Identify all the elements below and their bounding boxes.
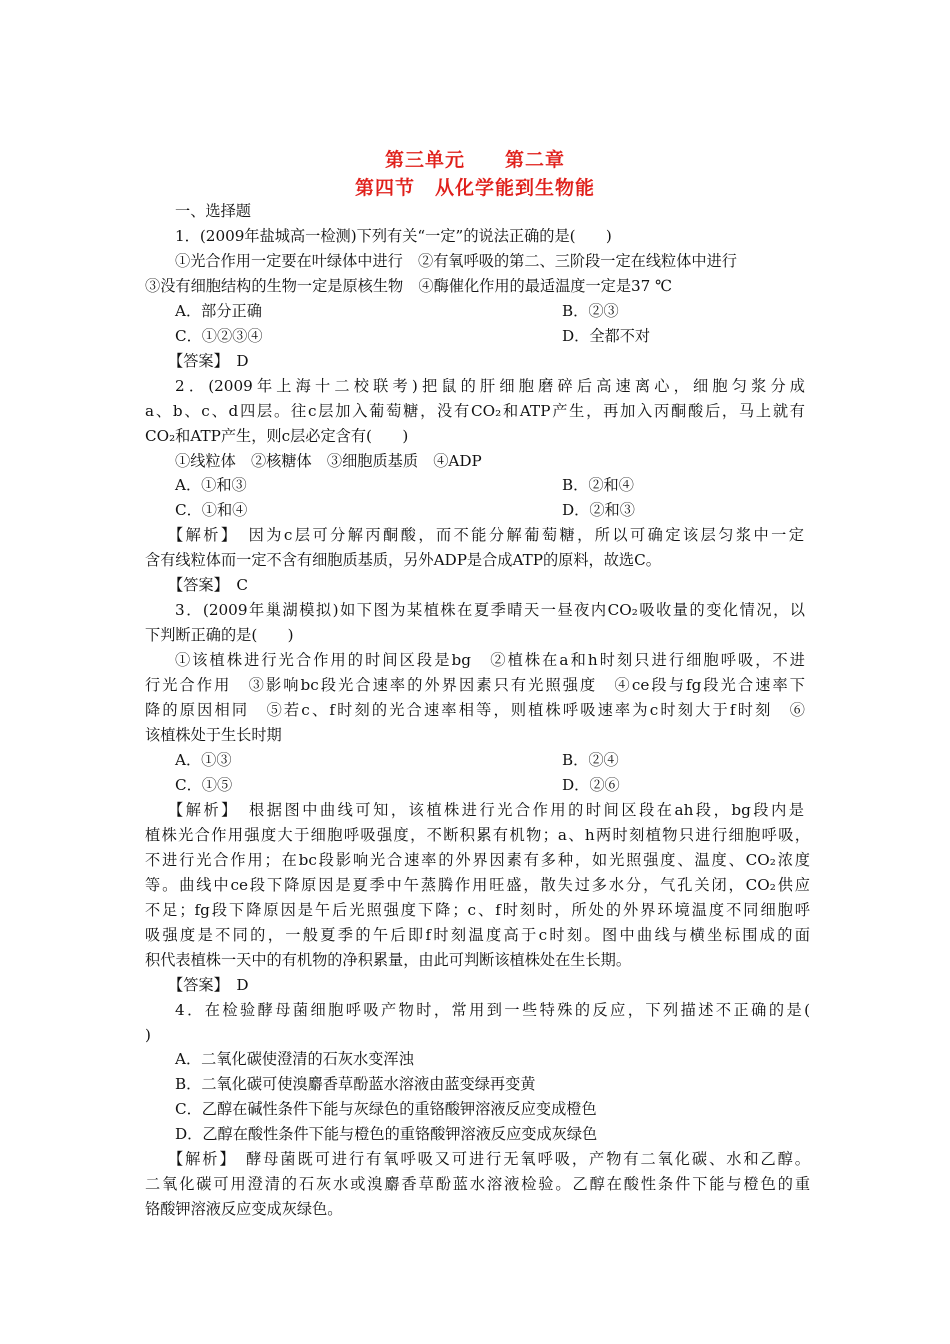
section-title: 第四节 从化学能到生物能 [354, 177, 595, 199]
q2-answer: 【答案】 C [168, 576, 248, 594]
q3-statement-line4: 该植株处于生长时期 [145, 726, 282, 744]
q3-statement-line3: 降的原因相同 ⑤若c、f时刻的光合速率相等，则植株呼吸速率为c时刻大于f时刻 ⑥ [145, 701, 805, 719]
q4-option-a: A．二氧化碳使澄清的石灰水变浑浊 [175, 1050, 414, 1068]
q3-statement-line1: ①该植株进行光合作用的时间区段是bg ②植株在a和h时刻只进行细胞呼吸，不进 [175, 651, 805, 669]
q1-option-d: D．全都不对 [562, 327, 651, 345]
q3-analysis-line7: 积代表植株一天中的有机物的净积累量，由此可判断该植株处在生长期。 [145, 951, 631, 969]
q2-stem-line3: CO₂和ATP产生，则c层必定含有( ) [145, 427, 409, 445]
q3-analysis-line2: 植株光合作用强度大于细胞呼吸强度，不断积累有机物；a、h两时刻植物只进行细胞呼吸， [145, 826, 810, 844]
q1-answer: 【答案】 D [168, 352, 249, 370]
q4-option-d: D．乙醇在酸性条件下能与橙色的重铬酸钾溶液反应变成灰绿色 [175, 1125, 598, 1143]
q3-answer: 【答案】 D [168, 976, 249, 994]
q2-option-c: C．①和④ [175, 501, 248, 519]
q3-analysis-line1: 【解析】 根据图中曲线可知，该植株进行光合作用的时间区段在ah段，bg段内是 [168, 801, 804, 819]
q3-analysis-line6: 吸强度是不同的，一般夏季的午后即f时刻温度高于c时刻。图中曲线与横坐标围成的面 [145, 926, 810, 944]
q4-analysis-line2: 二氧化碳可用澄清的石灰水或溴麝香草酚蓝水溶液检验。乙醇在酸性条件下能与橙色的重 [145, 1175, 810, 1193]
section-heading: 一、选择题 [175, 202, 251, 220]
q3-stem-line1: 3．(2009年巢湖模拟)如下图为某植株在夏季晴天一昼夜内CO₂吸收量的变化情况，以 [175, 601, 805, 619]
q4-analysis-line3: 铬酸钾溶液反应变成灰绿色。 [145, 1200, 343, 1218]
q1-option-b: B．②③ [562, 302, 619, 320]
q2-analysis-line1: 【解析】 因为c层可分解丙酮酸，而不能分解葡萄糖，所以可确定该层匀浆中一定 [168, 526, 804, 544]
q3-analysis-line4: 等。曲线中ce段下降原因是夏季中午蒸腾作用旺盛，散失过多水分，气孔关闭，CO₂供应 [145, 876, 810, 894]
q2-analysis-line2: 含有线粒体而一定不含有细胞质基质，另外ADP是合成ATP的原料，故选C。 [145, 551, 661, 569]
q3-analysis-line5: 不足；fg段下降原因是午后光照强度下降；c、f时刻时，所处的外界环境温度不同细胞呼 [145, 901, 810, 919]
q2-option-a: A．①和③ [175, 476, 247, 494]
q3-statement-line2: 行光合作用 ③影响bc段光合速率的外界因素只有光照强度 ④ce段与fg段光合速率下 [145, 676, 805, 694]
q2-items: ①线粒体 ②核糖体 ③细胞质基质 ④ADP [175, 452, 482, 470]
q3-analysis-line3: 不进行光合作用；在bc段影响光合速率的外界因素有多种，如光照强度、温度、CO₂浓度 [145, 851, 810, 869]
q1-statement-b: ③没有细胞结构的生物一定是原核生物 ④酶催化作用的最适温度一定是37 ℃ [145, 277, 673, 295]
q4-analysis-line1: 【解析】 酵母菌既可进行有氧呼吸又可进行无氧呼吸，产物有二氧化碳、水和乙醇。 [168, 1150, 810, 1168]
q2-option-d: D．②和③ [562, 501, 635, 519]
q1-stem: 1．(2009年盐城高一检测)下列有关“一定”的说法正确的是( ) [175, 227, 612, 245]
q4-option-c: C．乙醇在碱性条件下能与灰绿色的重铬酸钾溶液反应变成橙色 [175, 1100, 597, 1118]
q3-option-b: B．②④ [562, 751, 619, 769]
q2-option-b: B．②和④ [562, 476, 634, 494]
q1-statement-a: ①光合作用一定要在叶绿体中进行 ②有氧呼吸的第二、三阶段一定在线粒体中进行 [175, 252, 737, 270]
q3-stem-line2: 下判断正确的是( ) [145, 626, 294, 644]
q4-stem-line2: ) [145, 1026, 151, 1044]
q3-option-d: D．②⑥ [562, 776, 620, 794]
q2-stem-line2: a、b、c、d四层。往c层加入葡萄糖，没有CO₂和ATP产生，再加入丙酮酸后，马上就有 [145, 402, 805, 420]
q2-stem-line1: 2．(2009年上海十二校联考)把鼠的肝细胞磨碎后高速离心，细胞匀浆分成 [175, 377, 805, 395]
q1-option-c: C．①②③④ [175, 327, 263, 345]
q3-option-c: C．①⑤ [175, 776, 233, 794]
q1-option-a: A．部分正确 [175, 302, 262, 320]
q4-option-b: B．二氧化碳可使溴麝香草酚蓝水溶液由蓝变绿再变黄 [175, 1075, 536, 1093]
q3-option-a: A．①③ [175, 751, 232, 769]
unit-chapter-title: 第三单元 第二章 [384, 149, 565, 171]
q4-stem-line1: 4．在检验酵母菌细胞呼吸产物时，常用到一些特殊的反应，下列描述不正确的是( [175, 1001, 810, 1019]
